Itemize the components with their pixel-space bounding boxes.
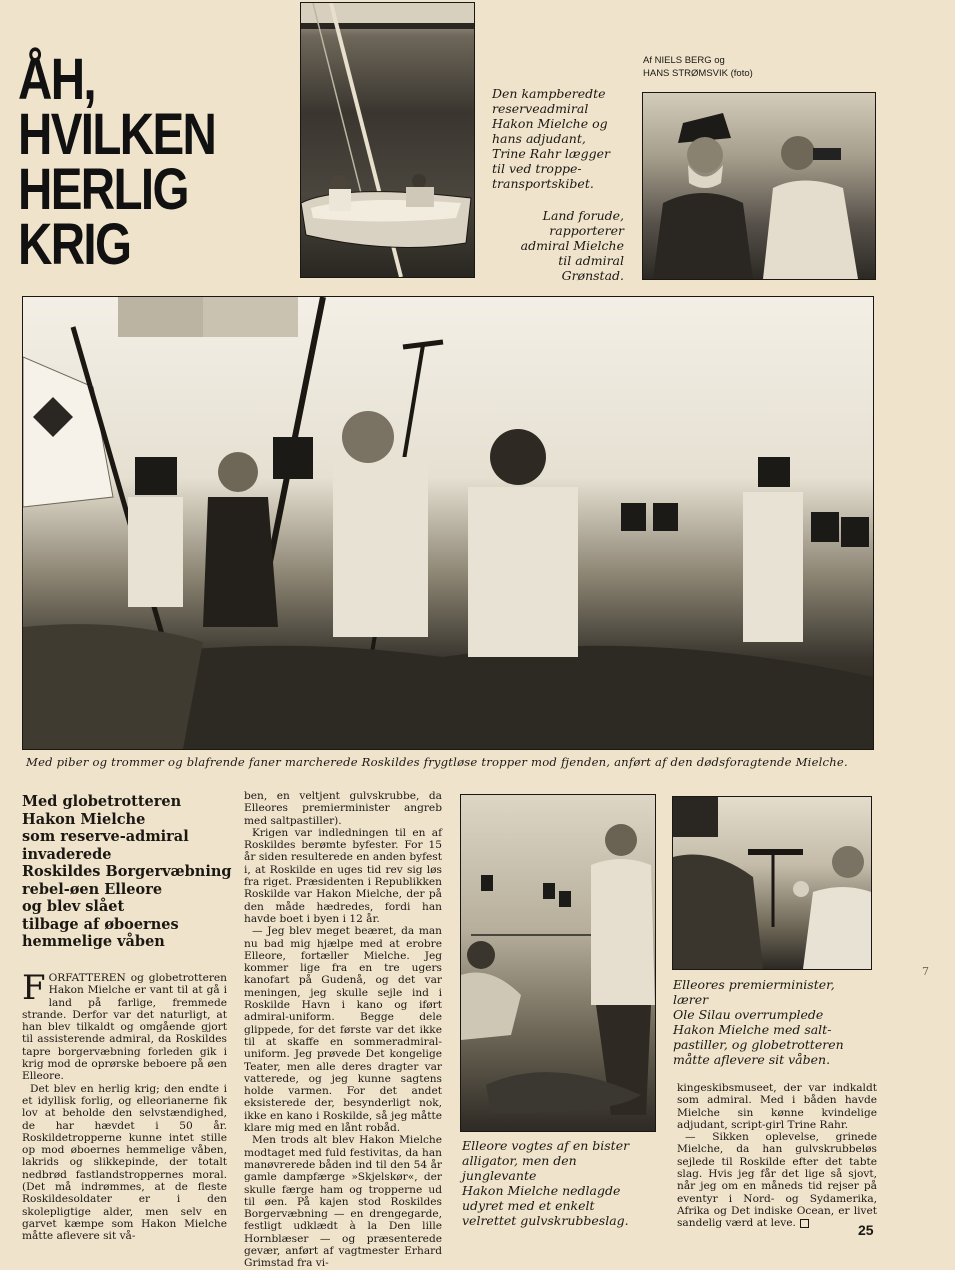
- subhead-line: tilbage af øboernes: [22, 915, 179, 933]
- caption-line: udyret med et enkelt: [462, 1198, 595, 1213]
- caption-line: Den kampberedte: [492, 86, 606, 101]
- byline-photographer: HANS STRØMSVIK (foto): [643, 68, 753, 79]
- caption-line: Ole Silau overrumplede: [673, 1007, 824, 1022]
- subhead-line: invaderede: [22, 845, 112, 863]
- paragraph: [22, 968, 227, 1083]
- headline: [18, 47, 231, 277]
- caption-line: Hakon Mielche nedlagde: [462, 1183, 621, 1198]
- paragraph: ben, en veltjent gulvskrubbe, da Elleores premierminister angreb med saltpastiller).: [244, 790, 442, 827]
- caption-top-2: [492, 208, 624, 283]
- sailboat-illustration: [301, 3, 474, 277]
- photo-admiral: [642, 92, 876, 280]
- paragraph-text: ORFATTEREN og globetrotteren Hakon Mielche er vant til at gå i land på farlige, fremmede strande. Derfor var det naturligt, at han blev tilkaldt og omgående gjort til assisterende admiral, da Roskildes tapre borgervæbning forleden gik i krig mod de oprørske beboere på øen Elleore.: [22, 972, 227, 1083]
- headline-line-1: ÅH,: [18, 47, 95, 112]
- caption-line: transportskibet.: [492, 176, 594, 191]
- caption-line: til ved troppe-: [492, 161, 582, 176]
- photo-sailboat: [300, 2, 475, 278]
- byline: [643, 54, 863, 80]
- paragraph: Det blev en herlig krig; den endte i et idyllisk forlig, og elleorianerne fik lov at beholde den selvstændighed, de har hævdet i 50 år. Roskildetropperne kunne intet stille op mod øboernes hemmelige våben, lakrids og slikkepinde, der totalt nedbrød fastlandstroppernes moral. (Det må indrømmes, at de fleste Roskildesoldater er i den skolepligtige alder, men selv en garvet kæmpe som Hakon Mielche måtte aflevere sit vå-: [22, 1082, 227, 1243]
- caption-main: Med piber og trommer og blafrende faner marcherede Roskildes frygtløse tropper mod fjenden, anført af den dødsforagtende Mielche.: [26, 755, 848, 769]
- alligator-illustration: [461, 795, 655, 1131]
- paragraph: Men trods alt blev Hakon Mielche modtaget med fuld festivitas, da han manøvrerede båden ind til den 54 år gamle dampfærge »Skjelskør«, der skulle færge ham og tropperne ud til øen. På kajen stod Roskildes Borgervæbning — en drengegarde, festligt udklædt à la Den lille Hornblæser — og præsenterede gevær, anført af vagtmester Erhard Grimstad fra vi-: [244, 1134, 442, 1270]
- march-illustration: [23, 297, 873, 749]
- page-number: 25: [858, 1222, 874, 1238]
- subhead-line: rebel-øen Elleore: [22, 880, 163, 898]
- subhead-line: Med globetrotteren: [22, 793, 182, 810]
- drop-cap: F: [22, 968, 46, 1008]
- caption-bottom-1: [462, 1138, 652, 1228]
- caption-line: Grønstad.: [561, 268, 624, 283]
- caption-line: måtte aflevere sit våben.: [673, 1052, 831, 1067]
- headline-line-2: HVILKEN: [18, 102, 216, 167]
- headline-line-4: KRIG: [18, 212, 131, 277]
- premier-minister-illustration: [673, 797, 871, 969]
- subhead-line: og blev slået: [22, 898, 125, 915]
- body-column-3: [677, 1082, 877, 1230]
- paragraph-text: — Sikken oplevelse, grinede Mielche, da han gulvskrubbeløs sejlede til Roskilde efter det tabte slag. Hvis jeg får det lige så sjovt, når jeg om en måneds tid rejser på eventyr i Nord- og Sydamerika, Afrika og Det indiske Ocean, er livet sandelig værd at leve.: [677, 1131, 877, 1230]
- caption-line: rapporterer: [549, 223, 624, 238]
- caption-bottom-2: [673, 977, 873, 1067]
- caption-line: Land forude,: [542, 208, 624, 223]
- caption-line: alligator, men den junglevante: [462, 1153, 577, 1183]
- end-mark-icon: [800, 1219, 809, 1228]
- photo-alligator: [460, 794, 656, 1132]
- headline-line-3: HERLIG: [18, 157, 188, 222]
- subhead-line: Roskildes Borgervæbning: [22, 863, 232, 880]
- paragraph: Krigen var indledningen til en af Roskildes berømte byfester. For 15 år siden resulterede en anden byfest i, at Roskilde en uges tid rev sig løs fra riget. Præsidenten i Republikken Roskilde var Hakon Mielche, der på den måde hædredes, fordi han havde boet i byen i 12 år.: [244, 826, 442, 925]
- paragraph: kingeskibsmuseet, der var indkaldt som admiral. Med i båden havde Mielche sin kønne kvindelige adjudant, script-girl Trine Rahr.: [677, 1082, 877, 1131]
- subhead-line: som reserve-admiral: [22, 828, 189, 845]
- photo-premier-minister: [672, 796, 872, 970]
- body-column-2: [244, 790, 442, 1270]
- caption-line: reserveadmiral: [492, 101, 589, 116]
- admiral-illustration: [643, 93, 875, 279]
- caption-line: til admiral: [558, 253, 624, 268]
- caption-line: Hakon Mielche og: [492, 116, 608, 131]
- subhead: [22, 793, 237, 951]
- subhead-line: hemmelige våben: [22, 933, 165, 950]
- caption-line: hans adjudant,: [492, 131, 586, 146]
- paragraph: [677, 1131, 877, 1229]
- caption-top-1: [492, 86, 632, 191]
- caption-line: Trine Rahr lægger: [492, 146, 611, 161]
- caption-line: Elleores premierminister, lærer: [673, 977, 835, 1007]
- margin-mark: 7: [922, 965, 929, 978]
- byline-author: Af NIELS BERG og: [643, 55, 725, 66]
- caption-line: pastiller, og globetrotteren: [673, 1037, 844, 1052]
- body-column-1: [22, 968, 227, 1243]
- caption-line: Elleore vogtes af en bister: [462, 1138, 630, 1153]
- subhead-line: Hakon Mielche: [22, 810, 146, 828]
- caption-line: admiral Mielche: [520, 238, 624, 253]
- caption-line: Hakon Mielche med salt-: [673, 1022, 832, 1037]
- photo-march: [22, 296, 874, 750]
- caption-line: velrettet gulvskrubbeslag.: [462, 1213, 629, 1228]
- paragraph: — Jeg blev meget beæret, da man nu bad mig hjælpe med at erobre Elleore, fortæller Mielche. Jeg kommer lige fra en tre ugers kanofart på Gudenå, og det var meningen, jeg skulle sejle ind i Roskilde Havn i kano og iført admiral-uniform. Begge dele glippede, for det første var det ikke til at skaffe en sommeradmiral-uniform. Jeg prøvede Det kongelige Teater, men alle deres dragter var vatterede, og jeg kunne sagtens holde varmen. For det andet eksisterede der, besynderligt nok, ikke en kano i Roskilde, så jeg måtte klare mig med en lånt robåd.: [244, 925, 442, 1135]
